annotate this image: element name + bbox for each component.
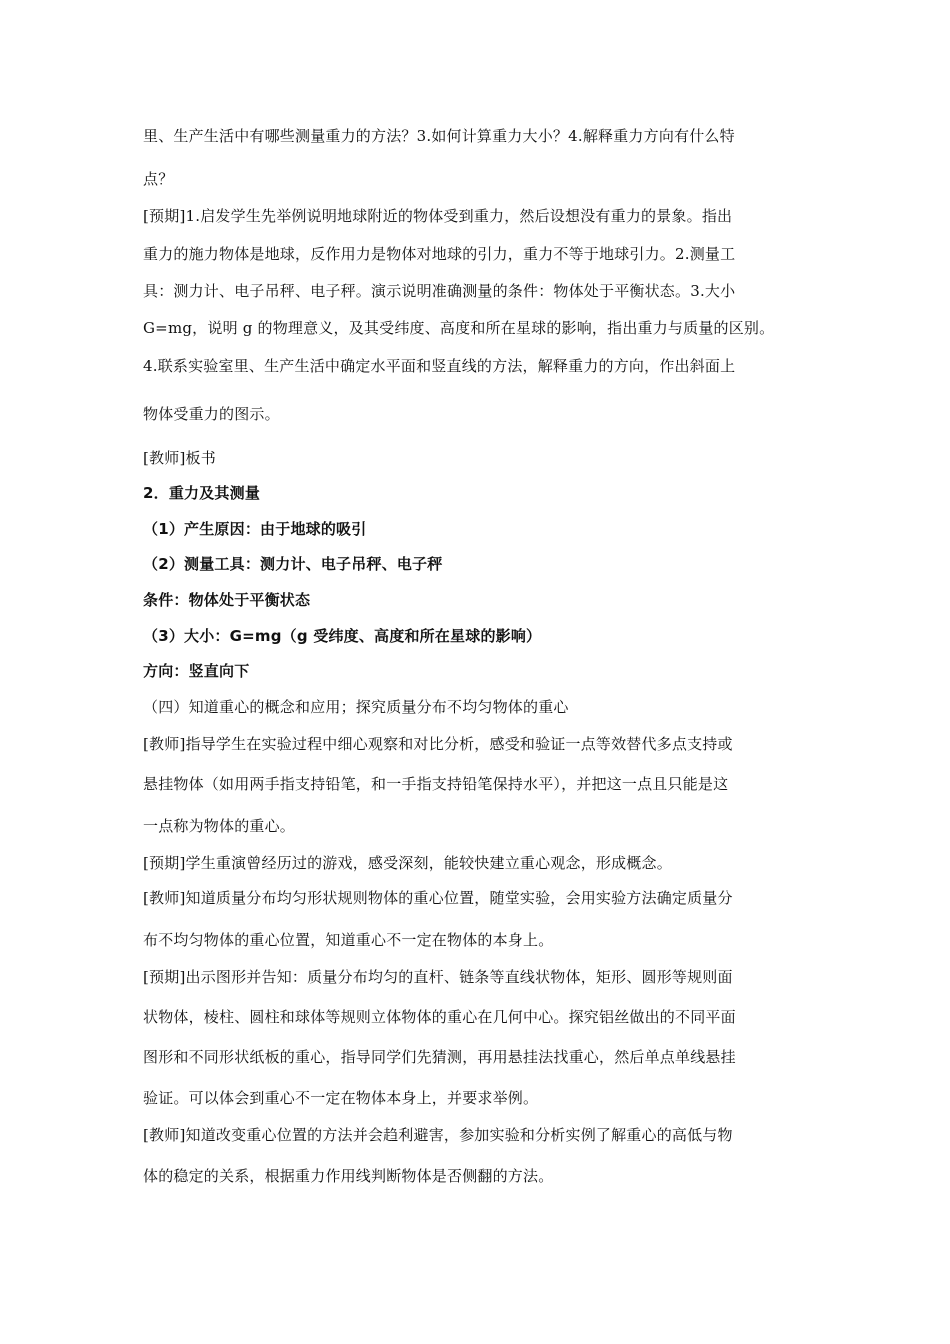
text-line: [预期]1.启发学生先举例说明地球附近的物体受到重力，然后设想没有重力的景象。指出 <box>143 207 733 225</box>
text-line-bold: （1）产生原因：由于地球的吸引 <box>143 520 367 538</box>
text-line: 一点称为物体的重心。 <box>143 817 296 835</box>
text-line: 悬挂物体（如用两手指支持铅笔，和一手指支持铅笔保持水平），并把这一点且只能是这 <box>143 775 729 793</box>
section-heading: （四）知道重心的概念和应用；探究质量分布不均匀物体的重心 <box>143 698 569 716</box>
text-line: G=mg，说明 g 的物理意义，及其受纬度、高度和所在星球的影响，指出重力与质量的区别。 <box>143 319 775 337</box>
text-line: [预期]学生重演曾经历过的游戏，感受深刻，能较快建立重心观念，形成概念。 <box>143 854 672 872</box>
text-line-bold: 方向：竖直向下 <box>143 662 250 680</box>
text-line: 体的稳定的关系，根据重力作用线判断物体是否侧翻的方法。 <box>143 1167 554 1185</box>
text-line: 重力的施力物体是地球，反作用力是物体对地球的引力，重力不等于地球引力。2.测量工 <box>143 245 736 263</box>
text-line-bold: （3）大小：G=mg（g 受纬度、高度和所在星球的影响） <box>143 627 542 645</box>
heading-gravity-measurement: 2．重力及其测量 <box>143 484 261 502</box>
text-line: 4.联系实验室里、生产生活中确定水平面和竖直线的方法，解释重力的方向，作出斜面上 <box>143 357 736 375</box>
text-line: [预期]出示图形并告知：质量分布均匀的直杆、链条等直线状物体，矩形、圆形等规则面 <box>143 968 733 986</box>
text-line: 布不均匀物体的重心位置，知道重心不一定在物体的本身上。 <box>143 931 554 949</box>
text-line: [教师]知道改变重心位置的方法并会趋利避害，参加实验和分析实例了解重心的高低与物 <box>143 1126 733 1144</box>
text-line-bold: 条件：物体处于平衡状态 <box>143 591 311 609</box>
text-line: 点？ <box>143 170 174 188</box>
text-line: 里、生产生活中有哪些测量重力的方法？3.如何计算重力大小？4.解释重力方向有什么特 <box>143 127 735 145</box>
text-line-bold: （2）测量工具：测力计、电子吊秤、电子秤 <box>143 555 443 573</box>
text-line: 具：测力计、电子吊秤、电子秤。演示说明准确测量的条件：物体处于平衡状态。3.大小 <box>143 282 736 300</box>
text-line: [教师]指导学生在实验过程中细心观察和对比分析，感受和验证一点等效替代多点支持或 <box>143 735 733 753</box>
text-line: [教师]板书 <box>143 449 216 467</box>
text-line: 状物体，棱柱、圆柱和球体等规则立体物体的重心在几何中心。探究铝丝做出的不同平面 <box>143 1008 736 1026</box>
text-line: 图形和不同形状纸板的重心，指导同学们先猜测，再用悬挂法找重心，然后单点单线悬挂 <box>143 1048 736 1066</box>
text-line: 物体受重力的图示。 <box>143 405 280 423</box>
text-line: [教师]知道质量分布均匀形状规则物体的重心位置，随堂实验，会用实验方法确定质量分 <box>143 889 733 907</box>
text-line: 验证。可以体会到重心不一定在物体本身上，并要求举例。 <box>143 1089 539 1107</box>
